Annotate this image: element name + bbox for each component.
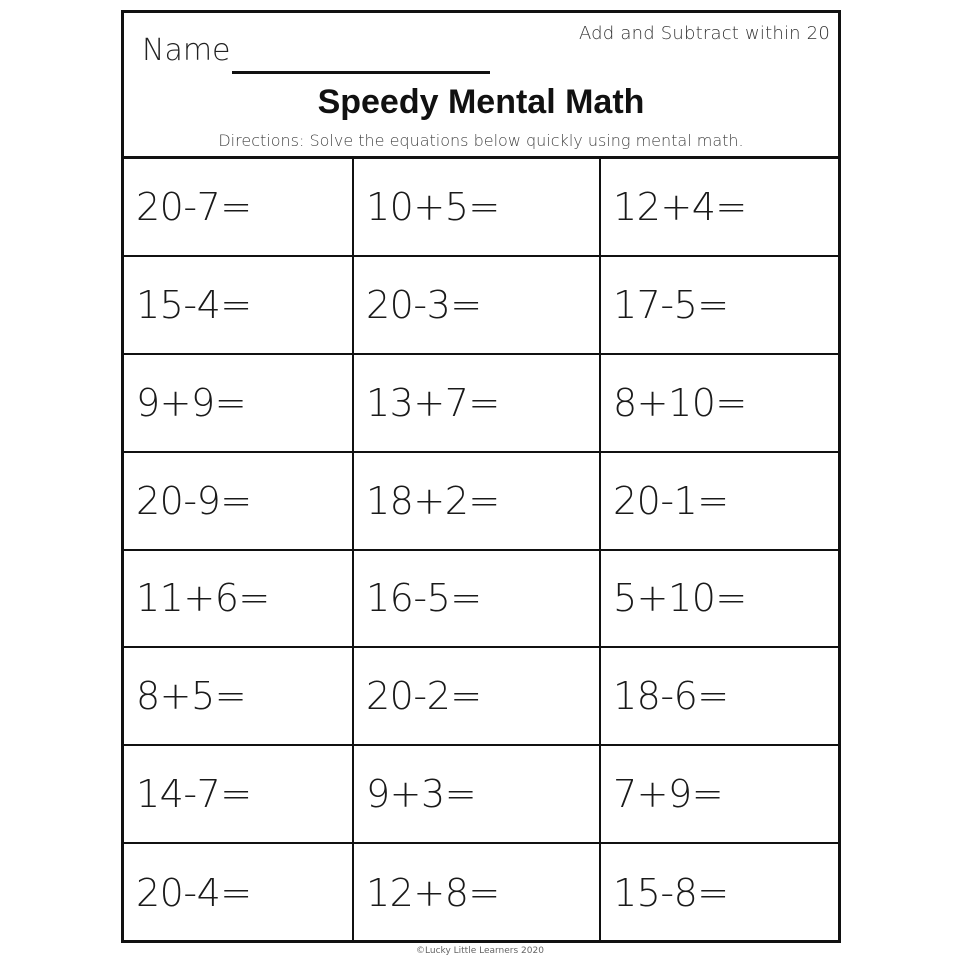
equation-cell[interactable]: 18-6= xyxy=(601,648,840,746)
equation-cell[interactable]: 15-4= xyxy=(122,257,354,355)
equation-cell[interactable]: 11+6= xyxy=(122,551,354,649)
equation-cell[interactable]: 8+10= xyxy=(601,355,840,453)
equation-cell[interactable]: 15-8= xyxy=(613,871,729,916)
equation-cell[interactable]: 13+7= xyxy=(354,355,601,453)
equation-cell[interactable]: 12+4= xyxy=(601,159,840,257)
equation-cell[interactable]: 20-2= xyxy=(354,648,601,746)
equation-cell[interactable]: 9+3= xyxy=(354,746,601,844)
equation-cell[interactable]: 8+5= xyxy=(122,648,354,746)
equation-cell[interactable]: 20-9= xyxy=(122,453,354,551)
equation-cell[interactable]: 20-1= xyxy=(601,453,840,551)
worksheet-title: Speedy Mental Math xyxy=(317,83,645,121)
directions-text: Directions: Solve the equations below quickly using mental math. xyxy=(218,131,744,150)
equation-cell[interactable]: 20-3= xyxy=(354,257,601,355)
equation-cell[interactable]: 9+9= xyxy=(122,355,354,453)
equation-cell[interactable]: 10+5= xyxy=(354,159,601,257)
copyright-footer: ©Lucky Little Learners 2020 xyxy=(416,946,544,956)
equation-cell[interactable]: 20-7= xyxy=(122,159,354,257)
subject-label: Add and Subtract within 20 xyxy=(578,23,830,44)
equation-cell[interactable]: 5+10= xyxy=(601,551,840,649)
equation-cell[interactable]: 20-4= xyxy=(122,844,354,942)
equation-cell[interactable]: 16-5= xyxy=(354,551,601,649)
name-label: Name xyxy=(142,33,231,68)
equation-cell[interactable]: 12+8= xyxy=(354,844,601,942)
equation-cell[interactable]: 14-7= xyxy=(122,746,354,844)
equation-cell[interactable]: 7+9= xyxy=(601,746,840,844)
worksheet-header xyxy=(124,13,838,158)
equation-grid xyxy=(122,156,840,942)
name-line[interactable] xyxy=(232,71,490,74)
equation-cell[interactable]: 18+2= xyxy=(354,453,601,551)
worksheet xyxy=(121,10,841,943)
equation-cell[interactable]: 17-5= xyxy=(601,257,840,355)
